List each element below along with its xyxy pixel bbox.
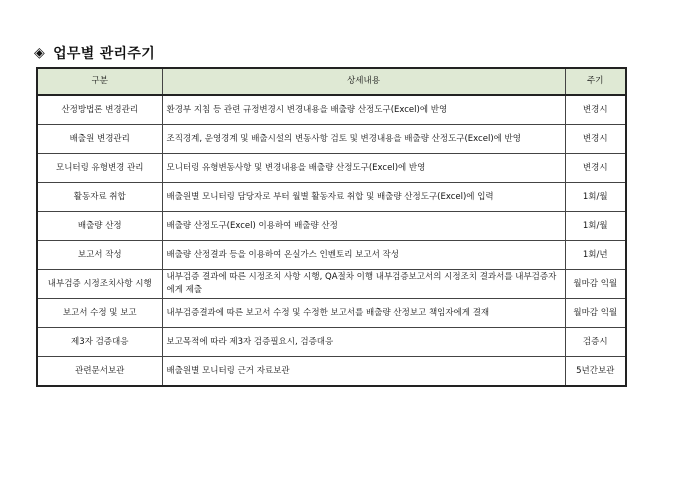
column-header-cycle: 주기 bbox=[565, 68, 626, 95]
section-title: 업무별 관리주기 bbox=[53, 46, 156, 62]
cell-detail: 배출원별 모니터링 담당자로 부터 월별 활동자료 취합 및 배출량 산정도구(Excel)에 입력 bbox=[162, 183, 565, 212]
cell-category: 활동자료 취합 bbox=[37, 183, 162, 212]
cell-cycle: 1회/월 bbox=[565, 183, 626, 212]
table-row bbox=[37, 183, 626, 212]
diamond-bullet-icon: ◈ bbox=[34, 45, 46, 61]
cell-category: 배출량 산정 bbox=[37, 212, 162, 241]
cell-detail: 배출량 산정도구(Excel) 이용하여 배출량 산정 bbox=[162, 212, 565, 241]
table-row bbox=[37, 328, 626, 357]
table-header-row bbox=[37, 68, 626, 95]
cell-category: 배출원 변경관리 bbox=[37, 125, 162, 154]
cell-cycle: 변경시 bbox=[565, 154, 626, 183]
management-cycle-table bbox=[36, 67, 627, 387]
cell-cycle: 1회/년 bbox=[565, 241, 626, 270]
column-header-category: 구분 bbox=[37, 68, 162, 95]
table-row bbox=[37, 299, 626, 328]
cell-category: 관련문서보관 bbox=[37, 357, 162, 387]
table-row bbox=[37, 241, 626, 270]
cell-detail: 모니터링 유형변동사항 및 변경내용을 배출량 산정도구(Excel)에 반영 bbox=[162, 154, 565, 183]
table-row bbox=[37, 125, 626, 154]
cell-detail: 배출원별 모니터링 근거 자료보관 bbox=[162, 357, 565, 387]
cell-detail: 보고목적에 따라 제3자 검증필요시, 검증대응 bbox=[162, 328, 565, 357]
cell-cycle: 변경시 bbox=[565, 95, 626, 125]
cell-category: 내부검증 시정조치사항 시행 bbox=[37, 270, 162, 299]
cell-detail: 조직경계, 운영경계 및 배출시설의 변동사항 검토 및 변경내용을 배출량 산정도구(Excel)에 반영 bbox=[162, 125, 565, 154]
table-row bbox=[37, 357, 626, 387]
table-row bbox=[37, 154, 626, 183]
cell-cycle: 월마감 익월 bbox=[565, 299, 626, 328]
column-header-detail: 상세내용 bbox=[162, 68, 565, 95]
cell-detail: 환경부 지침 등 관련 규정변경시 변경내용을 배출량 산정도구(Excel)에 반영 bbox=[162, 95, 565, 125]
cell-category: 모니터링 유형변경 관리 bbox=[37, 154, 162, 183]
cell-category: 보고서 작성 bbox=[37, 241, 162, 270]
cell-detail: 내부검증 결과에 따른 시정조치 사항 시행, QA절차 이행 내부검증보고서의 시정조치 결과서를 내부검증자에게 제출 bbox=[162, 270, 565, 299]
cell-cycle: 월마감 익월 bbox=[565, 270, 626, 299]
cell-detail: 내부검증결과에 따른 보고서 수정 및 수정한 보고서를 배출량 산정보고 책임자에게 결재 bbox=[162, 299, 565, 328]
cell-detail: 배출량 산정결과 등을 이용하여 온실가스 인벤토리 보고서 작성 bbox=[162, 241, 565, 270]
table-row bbox=[37, 270, 626, 299]
cell-category: 산정방법론 변경관리 bbox=[37, 95, 162, 125]
table-row bbox=[37, 212, 626, 241]
section-heading bbox=[34, 42, 155, 64]
cell-category: 제3자 검증대응 bbox=[37, 328, 162, 357]
cell-cycle: 검증시 bbox=[565, 328, 626, 357]
cell-cycle: 1회/월 bbox=[565, 212, 626, 241]
table-row bbox=[37, 95, 626, 125]
cell-cycle: 변경시 bbox=[565, 125, 626, 154]
cell-category: 보고서 수정 및 보고 bbox=[37, 299, 162, 328]
cell-cycle: 5년간보관 bbox=[565, 357, 626, 387]
